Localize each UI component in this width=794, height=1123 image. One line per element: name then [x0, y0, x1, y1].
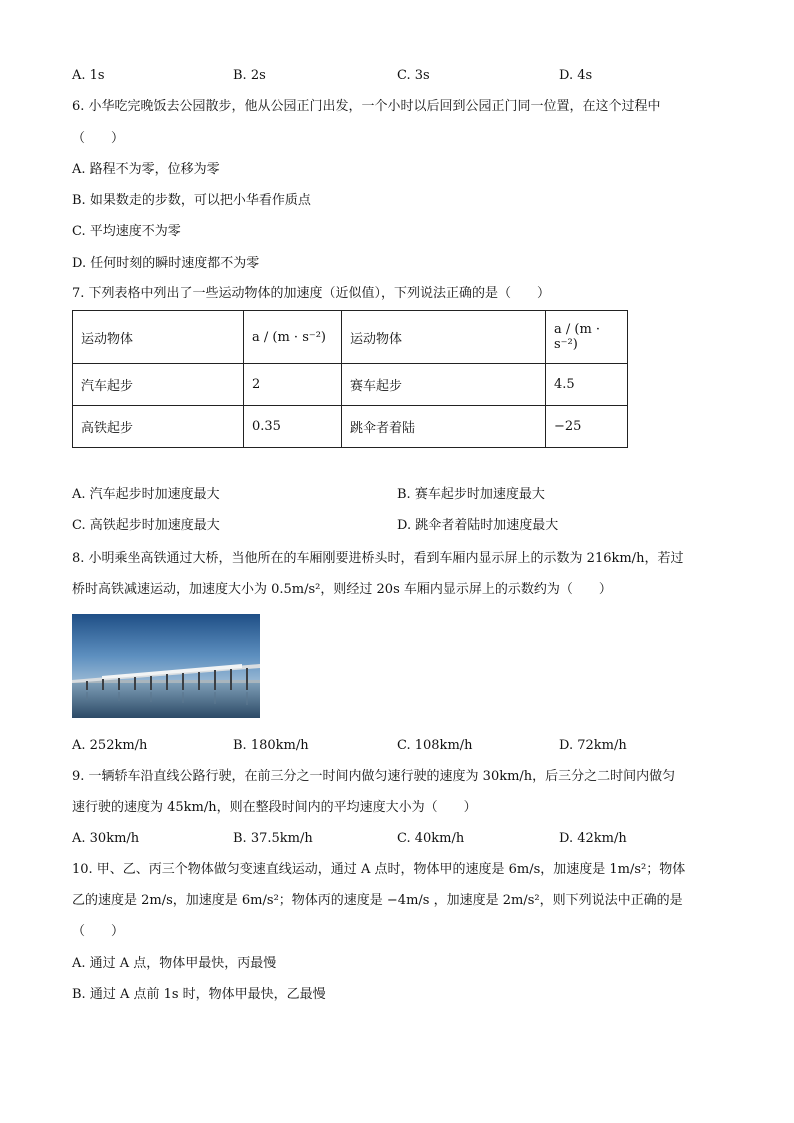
table-header-cell: 运动物体 — [73, 311, 244, 364]
q10-answer-paren: （ ） — [72, 924, 125, 939]
q8-stem-line1: 8. 小明乘坐高铁通过大桥，当他所在的车厢刚要进桥头时，看到车厢内显示屏上的示数为 216km/h，若过 — [72, 551, 684, 566]
table-row — [73, 364, 628, 406]
acceleration-table — [72, 310, 628, 448]
q6-stem: 6. 小华吃完晚饭去公园散步，他从公园正门出发，一个小时以后回到公园正门同一位置，在这个过程中 — [72, 99, 661, 114]
q9-stem-line1: 9. 一辆轿车沿直线公路行驶，在前三分之一时间内做匀速行驶的速度为 30km/h，后三分之二时间内做匀 — [72, 769, 676, 784]
table-cell: 赛车起步 — [342, 364, 546, 406]
q10-option-b: B. 通过 A 点前 1s 时，物体甲最快，乙最慢 — [72, 987, 326, 1002]
q7-option-a: A. 汽车起步时加速度最大 — [72, 487, 220, 502]
q9-option-c: C. 40km/h — [397, 831, 465, 846]
q10-stem-line2: 乙的速度是 2m/s，加速度是 6m/s²；物体丙的速度是 −4m/s ，加速度是 2m/s²，则下列说法中正确的是 — [72, 893, 683, 908]
table-cell: 4.5 — [546, 364, 628, 406]
q7-option-b: B. 赛车起步时加速度最大 — [397, 487, 545, 502]
table-cell: 2 — [244, 364, 342, 406]
table-header-cell: 运动物体 — [342, 311, 546, 364]
q10-option-a: A. 通过 A 点，物体甲最快，丙最慢 — [72, 956, 277, 971]
q9-stem-line2: 速行驶的速度为 45km/h，则在整段时间内的平均速度大小为（ ） — [72, 800, 477, 815]
table-header-cell: a / (m · s⁻²) — [546, 311, 628, 364]
q7-option-d: D. 跳伞者着陆时加速度最大 — [397, 518, 559, 533]
q5-option-c: C. 3s — [397, 68, 430, 83]
q6-option-a: A. 路程不为零，位移为零 — [72, 162, 220, 177]
q8-option-d: D. 72km/h — [559, 738, 627, 753]
q9-option-d: D. 42km/h — [559, 831, 627, 846]
q5-option-b: B. 2s — [233, 68, 266, 83]
q6-option-b: B. 如果数走的步数，可以把小华看作质点 — [72, 193, 311, 208]
table-header-cell: a / (m · s⁻²) — [244, 311, 342, 364]
q8-stem-line2: 桥时高铁减速运动，加速度大小为 0.5m/s²，则经过 20s 车厢内显示屏上的示数约为（ ） — [72, 582, 612, 597]
table-cell: 高铁起步 — [73, 406, 244, 448]
q8-option-b: B. 180km/h — [233, 738, 309, 753]
q5-option-a: A. 1s — [72, 68, 105, 83]
q8-option-c: C. 108km/h — [397, 738, 473, 753]
q9-option-b: B. 37.5km/h — [233, 831, 313, 846]
table-cell: 汽车起步 — [73, 364, 244, 406]
table-cell: 0.35 — [244, 406, 342, 448]
q6-answer-paren: （ ） — [72, 131, 125, 146]
table-header-row — [73, 311, 628, 364]
q6-option-c: C. 平均速度不为零 — [72, 224, 181, 239]
q7-option-c: C. 高铁起步时加速度最大 — [72, 518, 220, 533]
q5-option-d: D. 4s — [559, 68, 593, 83]
q7-stem: 7. 下列表格中列出了一些运动物体的加速度（近似值），下列说法正确的是（ ） — [72, 286, 551, 301]
q10-stem-line1: 10. 甲、乙、丙三个物体做匀变速直线运动，通过 A 点时，物体甲的速度是 6m/s，加速度是 1m/s²；物体 — [72, 862, 686, 877]
bridge-photo — [72, 614, 260, 718]
q8-option-a: A. 252km/h — [72, 738, 148, 753]
table-cell: −25 — [546, 406, 628, 448]
table-row — [73, 406, 628, 448]
q6-option-d: D. 任何时刻的瞬时速度都不为零 — [72, 256, 260, 271]
table-cell: 跳伞者着陆 — [342, 406, 546, 448]
q9-option-a: A. 30km/h — [72, 831, 140, 846]
